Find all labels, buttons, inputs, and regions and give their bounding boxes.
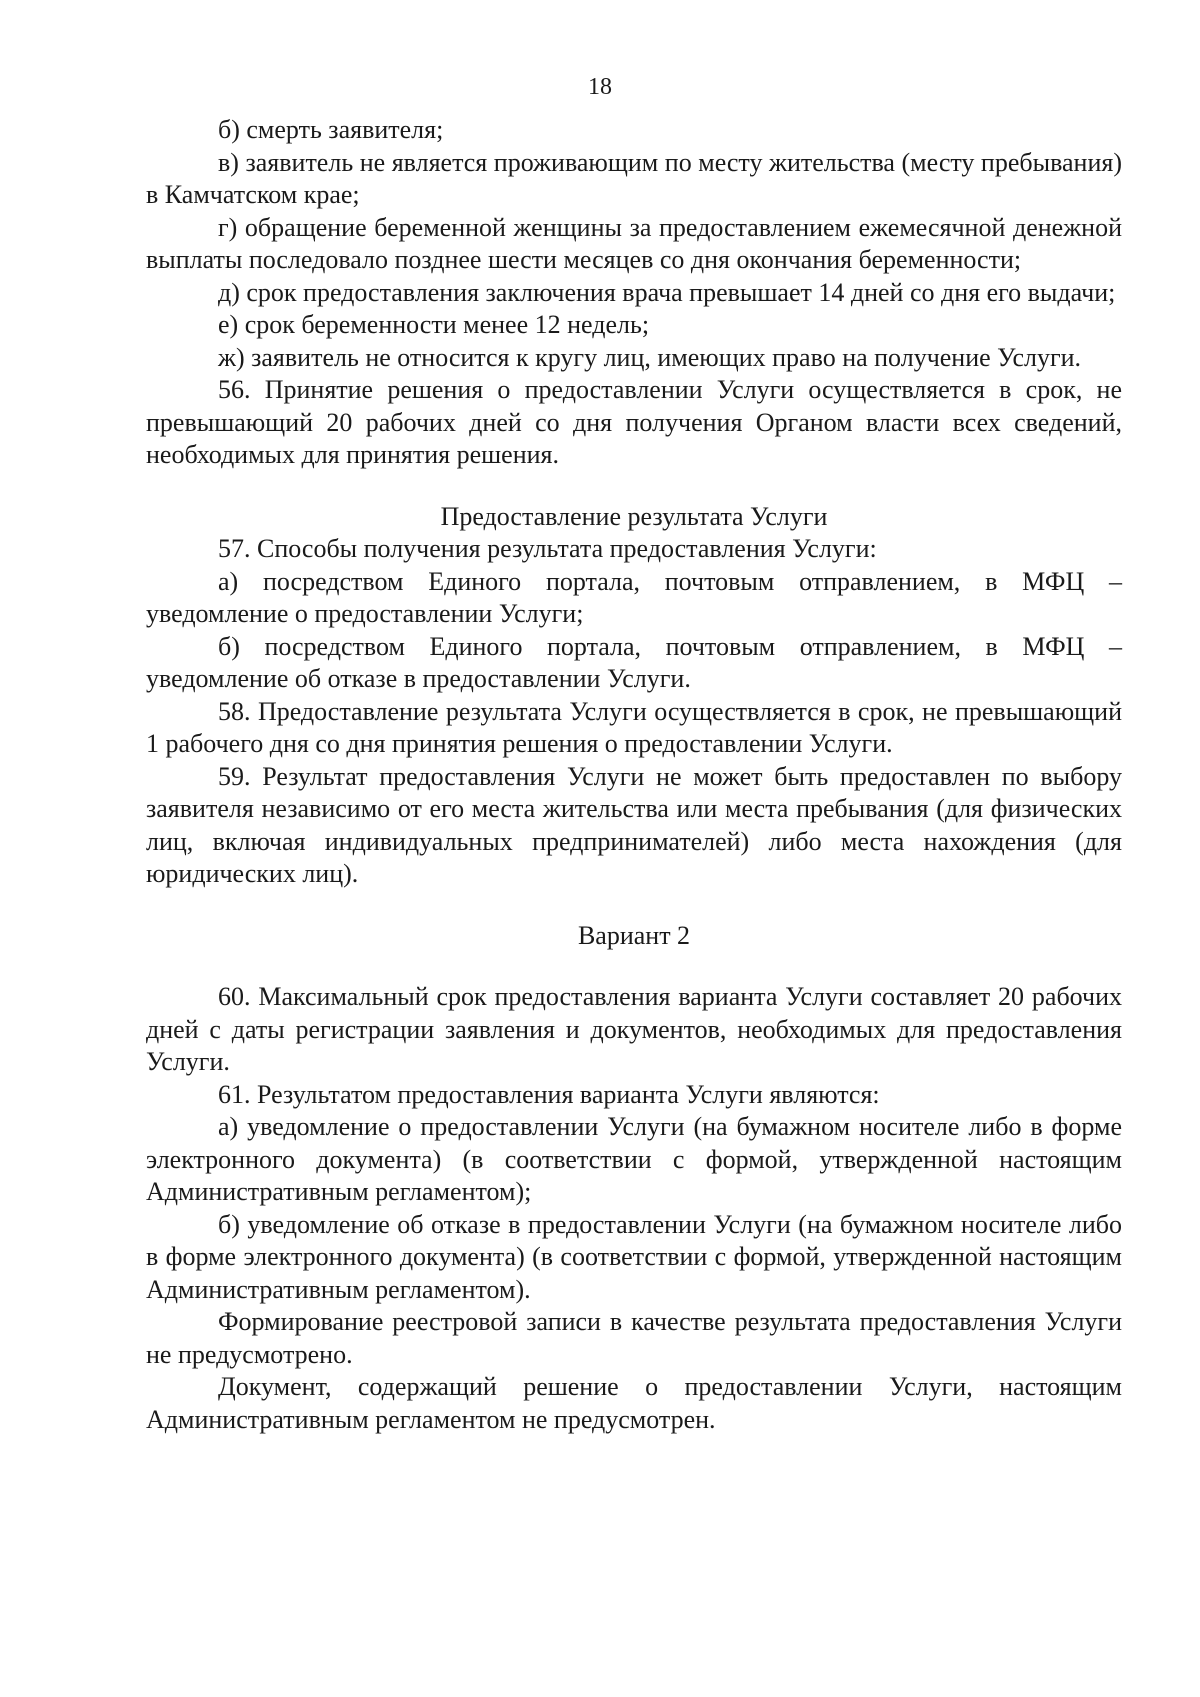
paragraph-item-zh: ж) заявитель не относится к кругу лиц, имеющих право на получение Услуги. bbox=[218, 342, 1082, 372]
section-heading-result: Предоставление результата Услуги bbox=[440, 501, 828, 531]
paragraph-61: 61. Результатом предоставления варианта Услуги являются: bbox=[218, 1079, 880, 1109]
paragraph-item-g: г) обращение беременной женщины за предоставлением ежемесячной денежной выплаты последовало позднее шести месяцев со дня окончания беременности; bbox=[146, 212, 1122, 274]
paragraph-57-a: а) посредством Единого портала, почтовым отправлением, в МФЦ – уведомление о предоставлении Услуги; bbox=[146, 566, 1122, 628]
paragraph-registry-record: Формирование реестровой записи в качестве результата предоставления Услуги не предусмотрено. bbox=[146, 1307, 1122, 1369]
paragraph-59: 59. Результат предоставления Услуги не может быть предоставлен по выбору заявителя независимо от его места жительства или места пребывания (для физических лиц, включая индивидуальных предпринимателей) либо места нахождения (для юридических лиц). bbox=[146, 761, 1122, 888]
paragraph-item-d: д) срок предоставления заключения врача превышает 14 дней со дня его выдачи; bbox=[218, 277, 1116, 307]
paragraph-61-a: а) уведомление о предоставлении Услуги (на бумажном носителе либо в форме электронного документа) (в соответствии с формой, утвержденной настоящим Административным регламентом); bbox=[146, 1112, 1122, 1206]
section-heading-variant-2: Вариант 2 bbox=[577, 920, 691, 950]
paragraph-decision-document: Документ, содержащий решение о предоставлении Услуги, настоящим Административным регламентом не предусмотрен. bbox=[146, 1372, 1122, 1434]
paragraph-57-b: б) посредством Единого портала, почтовым отправлением, в МФЦ – уведомление об отказе в предоставлении Услуги. bbox=[146, 631, 1122, 693]
paragraph-item-e: е) срок беременности менее 12 недель; bbox=[218, 310, 650, 339]
paragraph-58: 58. Предоставление результата Услуги осуществляется в срок, не превышающий 1 рабочего дня со дня принятия решения о предоставлении Услуги. bbox=[146, 696, 1122, 758]
page-number: 18 bbox=[588, 74, 612, 100]
paragraph-57: 57. Способы получения результата предоставления Услуги: bbox=[218, 534, 877, 563]
page-body bbox=[146, 114, 1122, 1436]
paragraph-item-b: б) смерть заявителя; bbox=[218, 115, 444, 144]
paragraph-item-v: в) заявитель не является проживающим по месту жительства (месту пребывания) в Камчатском крае; bbox=[146, 147, 1122, 209]
paragraph-61-b: б) уведомление об отказе в предоставлении Услуги (на бумажном носителе либо в форме электронного документа) (в соответствии с формой, утвержденной настоящим Административным регламентом). bbox=[146, 1209, 1122, 1304]
paragraph-56: 56. Принятие решения о предоставлении Услуги осуществляется в срок, не превышающий 20 рабочих дней со дня получения Органом власти всех сведений, необходимых для принятия решения. bbox=[146, 375, 1122, 469]
paragraph-60: 60. Максимальный срок предоставления варианта Услуги составляет 20 рабочих дней с даты регистрации заявления и документов, необходимых для предоставления Услуги. bbox=[146, 982, 1122, 1076]
